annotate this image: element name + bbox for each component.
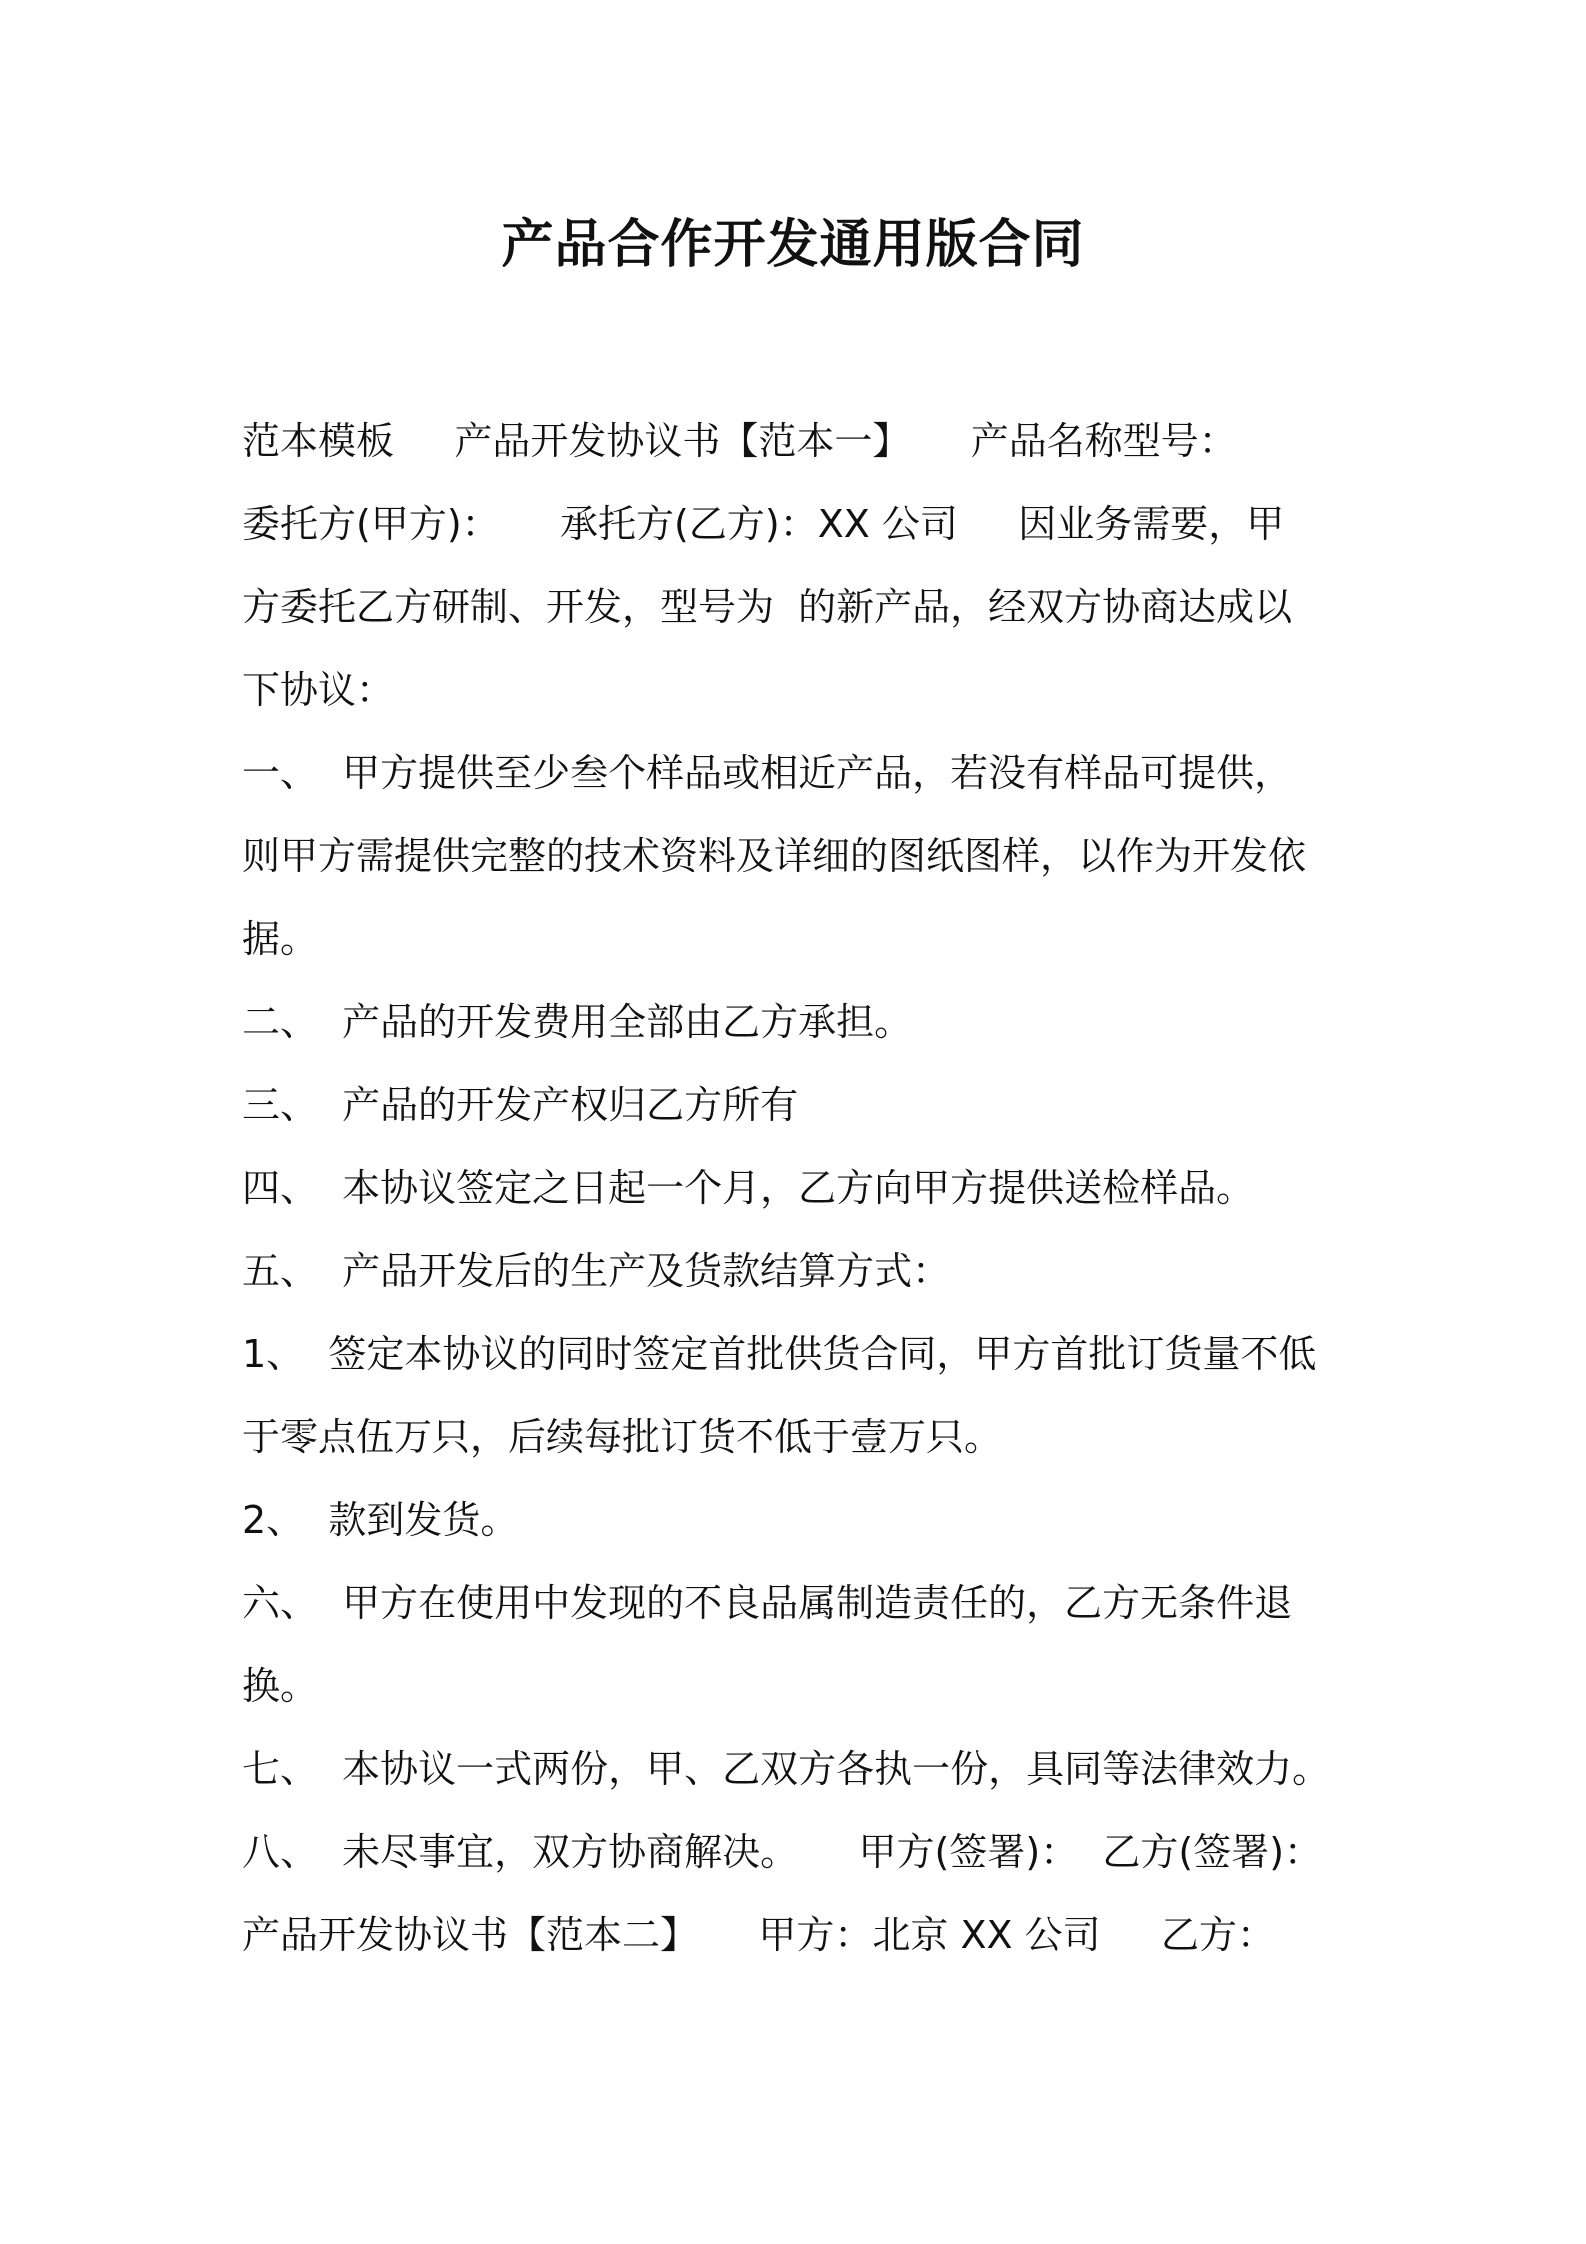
paragraph-line: 方委托乙方研制、开发，型号为 的新产品，经双方协商达成以 bbox=[242, 585, 1293, 629]
paragraph-line: 一、 甲方提供至少叁个样品或相近产品，若没有样品可提供， bbox=[242, 751, 1293, 795]
paragraph-line: 六、 甲方在使用中发现的不良品属制造责任的，乙方无条件退 bbox=[242, 1581, 1293, 1625]
paragraph-line: 产品开发协议书【范本二】 甲方：北京 XX 公司 乙方： bbox=[242, 1913, 1276, 1957]
paragraph-line: 委托方(甲方)： 承托方(乙方)：XX 公司 因业务需要，甲 bbox=[242, 502, 1285, 546]
paragraph-line: 则甲方需提供完整的技术资料及详细的图纸图样，以作为开发依 bbox=[242, 834, 1307, 878]
paragraph-line: 五、 产品开发后的生产及货款结算方式： bbox=[242, 1249, 951, 1293]
paragraph-line: 四、 本协议签定之日起一个月，乙方向甲方提供送检样品。 bbox=[242, 1166, 1255, 1210]
paragraph-line: 七、 本协议一式两份，甲、乙双方各执一份，具同等法律效力。 bbox=[242, 1747, 1331, 1791]
paragraph-line: 范本模板 产品开发协议书【范本一】 产品名称型号： bbox=[242, 419, 1237, 463]
document-body bbox=[242, 400, 1372, 1977]
paragraph-line: 换。 bbox=[242, 1664, 319, 1708]
paragraph-line: 八、 未尽事宜，双方协商解决。 甲方(签署)： 乙方(签署)： bbox=[242, 1830, 1323, 1874]
paragraph-line: 据。 bbox=[242, 917, 319, 961]
paragraph-line: 2、 款到发货。 bbox=[242, 1498, 519, 1542]
paragraph-line: 1、 签定本协议的同时签定首批供货合同，甲方首批订货量不低 bbox=[242, 1332, 1317, 1376]
paragraph-line: 二、 产品的开发费用全部由乙方承担。 bbox=[242, 1000, 913, 1044]
paragraph-line: 三、 产品的开发产权归乙方所有 bbox=[242, 1083, 799, 1127]
page-title: 产品合作开发通用版合同 bbox=[501, 215, 1085, 275]
paragraph-line: 下协议： bbox=[242, 668, 395, 712]
paragraph-line: 于零点伍万只，后续每批订货不低于壹万只。 bbox=[242, 1415, 1003, 1459]
